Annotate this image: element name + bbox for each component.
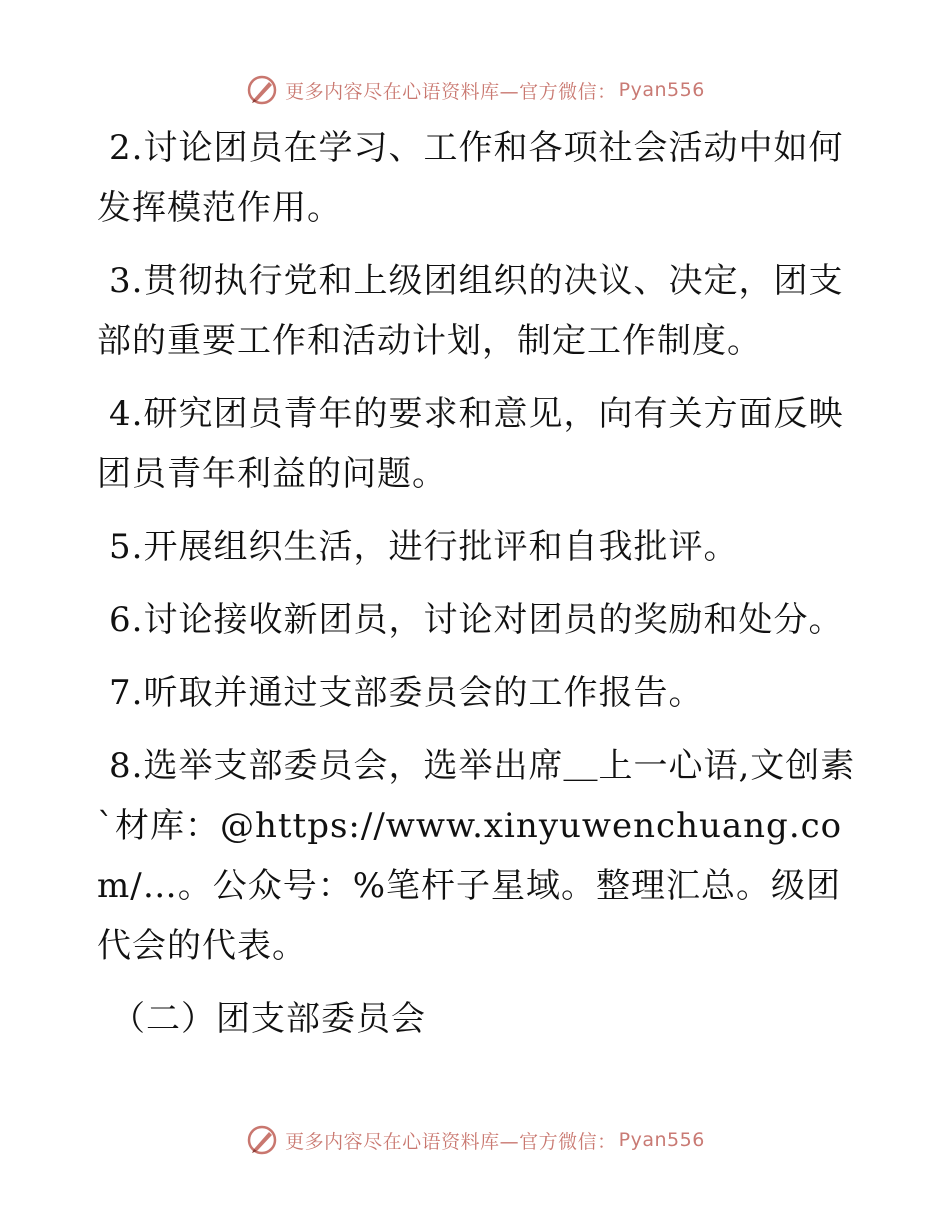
pen-logo-icon — [245, 1123, 279, 1157]
pen-logo-icon — [245, 73, 279, 107]
paragraph-item-8: 8.选举支部委员会，选举出席＿上一心语,文创素`材库：@https://www.xinyuwenchuang.com/…。公众号：%笔杆子星域。整理汇总。级团代会的代表。 — [97, 746, 856, 966]
footer-watermark — [0, 1120, 950, 1160]
watermark-wechat-id: Pyan556 — [618, 1129, 705, 1151]
paragraph-item-4: 4.研究团员青年的要求和意见，向有关方面反映团员青年利益的问题。 — [97, 394, 844, 494]
paragraph-item-7: 7.听取并通过支部委员会的工作报告。 — [109, 673, 704, 713]
watermark-wechat-id: Pyan556 — [618, 79, 705, 101]
watermark-text: 更多内容尽在心语资料库—官方微信： — [285, 80, 617, 103]
watermark-text: 更多内容尽在心语资料库—官方微信： — [285, 1130, 617, 1153]
section-heading: （二）团支部委员会 — [111, 999, 426, 1039]
paragraph-item-6: 6.讨论接收新团员，讨论对团员的奖励和处分。 — [109, 600, 844, 640]
paragraph-item-3: 3.贯彻执行党和上级团组织的决议、决定，团支部的重要工作和活动计划，制定工作制度。 — [97, 261, 844, 361]
document-body — [97, 118, 857, 1049]
paragraph-item-5: 5.开展组织生活，进行批评和自我批评。 — [109, 527, 739, 567]
header-watermark — [0, 70, 950, 110]
paragraph-item-2: 2.讨论团员在学习、工作和各项社会活动中如何发挥模范作用。 — [97, 128, 844, 228]
